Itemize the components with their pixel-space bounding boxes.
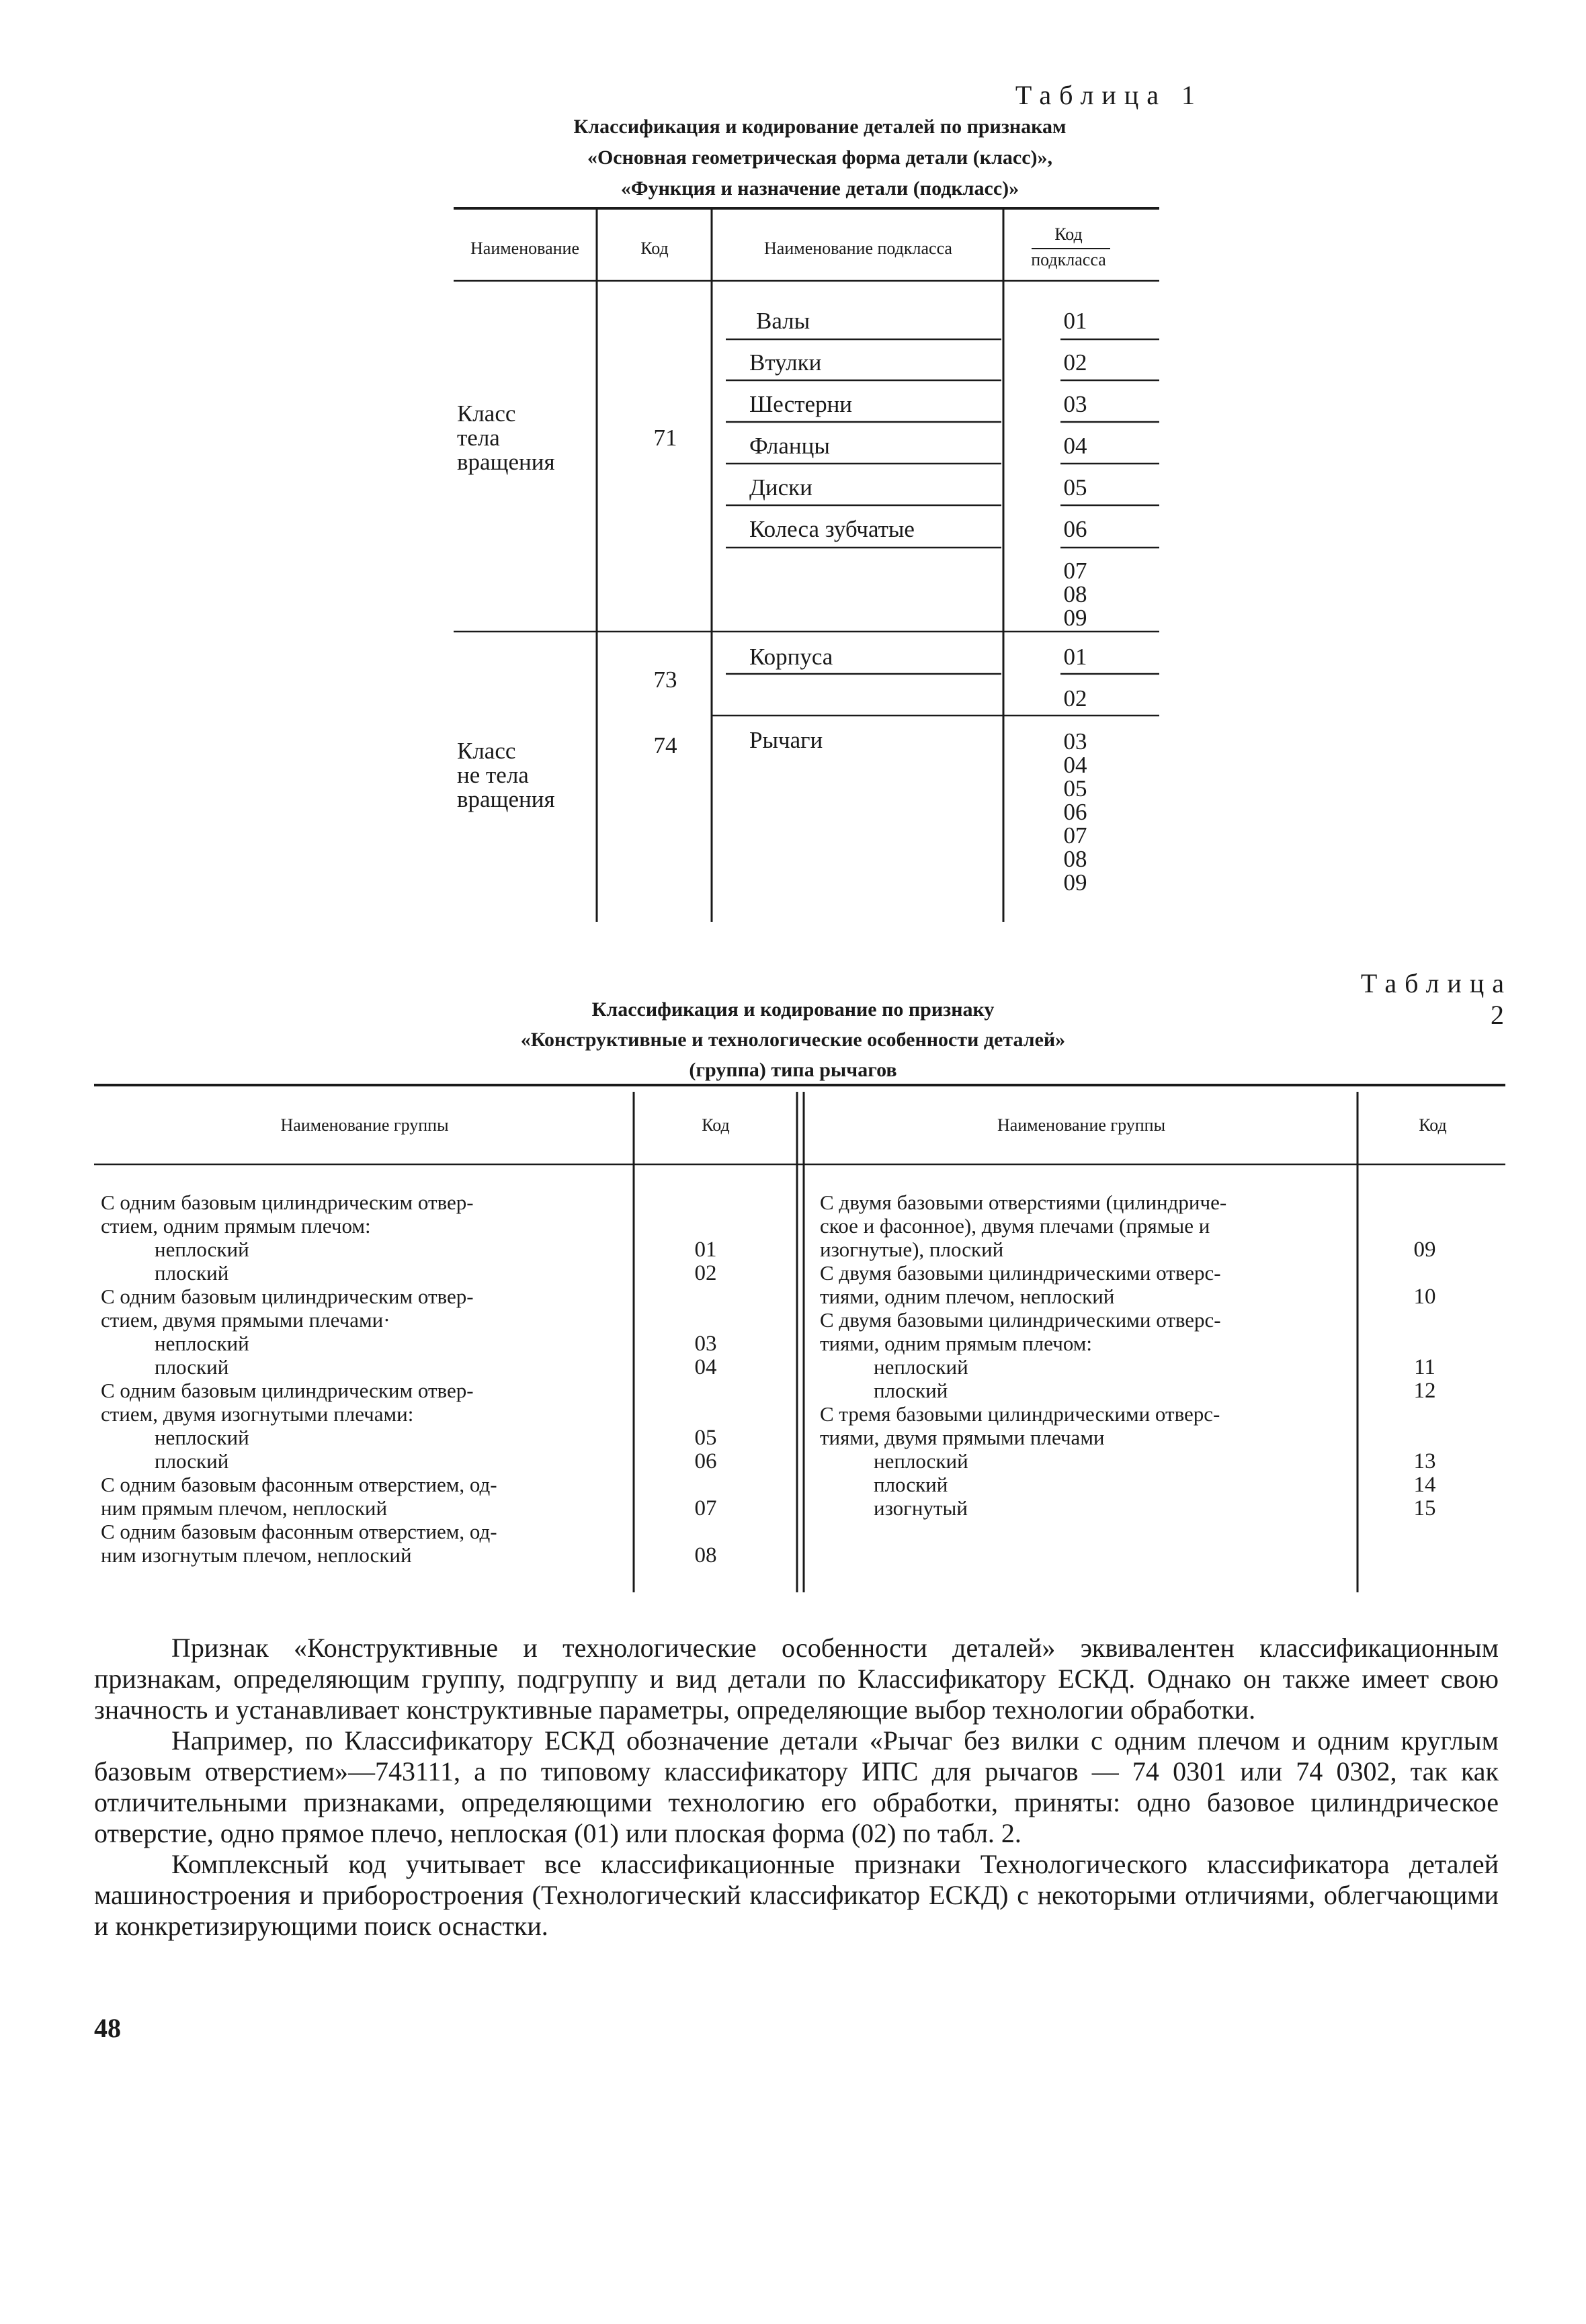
subclass-name: Фланцы bbox=[749, 433, 830, 459]
table1-title-line: «Функция и назначение детали (подкласс)» bbox=[620, 177, 1019, 200]
group-code: 03 bbox=[694, 1332, 717, 1356]
group-line: стием, двумя прямыми плечами· bbox=[101, 1308, 390, 1332]
group-code: 10 bbox=[1413, 1285, 1436, 1309]
group-line: неплоский bbox=[874, 1355, 968, 1379]
subclass-code: 01 bbox=[1063, 308, 1087, 334]
group-line: плоский bbox=[155, 1449, 229, 1473]
subclass-code: 09 bbox=[1063, 605, 1087, 631]
group-line: С одним базовым цилиндрическим отвер- bbox=[101, 1285, 474, 1308]
group-line: тиями, одним плечом, неплоский bbox=[820, 1285, 1115, 1308]
class-label-line: тела bbox=[457, 425, 500, 451]
group-line: ское и фасонное), двумя плечами (прямые и bbox=[820, 1214, 1210, 1238]
subclass-code: 04 bbox=[1063, 752, 1087, 778]
subclass-code: 08 bbox=[1063, 846, 1087, 872]
group-line: С двумя базовыми цилиндрическими отверс- bbox=[820, 1308, 1221, 1332]
table2-header-group: Наименование группы bbox=[280, 1115, 449, 1135]
class-label-line: Класс bbox=[457, 738, 516, 764]
group-code: 04 bbox=[694, 1355, 717, 1379]
paragraph: Признак «Конструктивные и технологические особенности деталей» эквивалентен классификационным признакам, определяющим группу, подгруппу и вид детали по Классификатору ЕСКД. Однако он также имеет свою значность и устанавливает конструктивные параметры, определяющие выбор технологии обработки. bbox=[94, 1633, 1499, 1725]
group-line: ним прямым плечом, неплоский bbox=[101, 1496, 388, 1520]
group-code: 15 bbox=[1413, 1496, 1436, 1520]
subclass-code: 02 bbox=[1063, 349, 1087, 376]
subclass-code: 07 bbox=[1063, 822, 1087, 849]
subclass-code: 02 bbox=[1063, 685, 1087, 712]
group-code: 08 bbox=[694, 1543, 717, 1567]
subclass-name: Втулки bbox=[749, 349, 822, 376]
table2-title-line: Классификация и кодирование по признаку bbox=[591, 998, 995, 1021]
table1-header-subclass-code: подкласса bbox=[1031, 250, 1106, 269]
group-line: С одним базовым цилиндрическим отвер- bbox=[101, 1191, 474, 1214]
group-line: С двумя базовыми отверстиями (цилиндриче- bbox=[820, 1191, 1227, 1214]
table1-header-subclass-name: Наименование подкласса bbox=[764, 239, 952, 258]
group-line: С одним базовым фасонным отверстием, од- bbox=[101, 1473, 497, 1496]
class-label-line: вращения bbox=[457, 786, 555, 812]
table2-left-groups bbox=[101, 1191, 628, 1567]
table2-header-code-right: Код bbox=[1419, 1115, 1447, 1135]
subclass-code: 09 bbox=[1063, 869, 1087, 896]
table2-header-code: Код bbox=[702, 1115, 730, 1135]
class-label-line: не тела bbox=[457, 762, 529, 788]
group-line: плоский bbox=[874, 1379, 948, 1402]
group-line: тиями, двумя прямыми плечами bbox=[820, 1426, 1105, 1449]
table2-header-group-right: Наименование группы bbox=[997, 1115, 1166, 1135]
subclass-code: 06 bbox=[1063, 516, 1087, 542]
subclass-name: Диски bbox=[749, 474, 812, 501]
group-line: С двумя базовыми цилиндрическими отверс- bbox=[820, 1261, 1221, 1285]
table1-header-name: Наименование bbox=[470, 239, 579, 258]
class-label-line: вращения bbox=[457, 449, 555, 475]
group-line: С одним базовым цилиндрическим отвер- bbox=[101, 1379, 474, 1402]
subclass-name: Колеса зубчатые bbox=[749, 516, 915, 542]
group-code: 11 bbox=[1414, 1355, 1435, 1379]
subclass-code: 03 bbox=[1063, 728, 1087, 755]
table1-label: Таблица 1 bbox=[1015, 80, 1203, 110]
subclass-code: 04 bbox=[1063, 433, 1087, 459]
class-code: 73 bbox=[653, 666, 677, 693]
subclass-code: 07 bbox=[1063, 558, 1087, 584]
group-line: изогнутые), плоский bbox=[820, 1238, 1004, 1261]
subclass-code: 01 bbox=[1063, 644, 1087, 670]
paragraph: Комплексный код учитывает все классификационные признаки Технологического классификатора деталей машиностроения и приборостроения (Технологический классификатор ЕСКД) с некоторыми отличиями, облегчающими и конкретизирующими поиск оснастки. bbox=[94, 1849, 1499, 1941]
table2-title bbox=[403, 994, 1183, 1085]
group-line: С одним базовым фасонным отверстием, од- bbox=[101, 1520, 497, 1543]
group-line: плоский bbox=[874, 1473, 948, 1496]
group-line: неплоский bbox=[874, 1449, 968, 1473]
group-code: 06 bbox=[694, 1449, 717, 1473]
group-line: стием, одним прямым плечом: bbox=[101, 1214, 371, 1238]
table1-title-line: Классификация и кодирование деталей по признакам bbox=[573, 116, 1067, 138]
class-nonrotation-label bbox=[457, 739, 555, 812]
subclass-name: Корпуса bbox=[749, 644, 833, 670]
subclass-code: 05 bbox=[1063, 775, 1087, 802]
subclass-name: Шестерни bbox=[749, 391, 853, 417]
group-line: плоский bbox=[155, 1261, 229, 1285]
group-line: неплоский bbox=[155, 1426, 249, 1449]
table1-header-code: Код bbox=[640, 239, 669, 258]
table2-title-line: (группа) типа рычагов bbox=[689, 1059, 897, 1081]
group-line: тиями, одним прямым плечом: bbox=[820, 1332, 1092, 1355]
table2-title-line: «Конструктивные и технологические особенности деталей» bbox=[520, 1029, 1066, 1051]
class-label-line: Класс bbox=[457, 400, 516, 427]
paragraph: Например, по Классификатору ЕСКД обозначение детали «Рычаг без вилки с одним плечом и одним круглым базовым отверстием»—743111, а по типовому классификатору ИПС для рычагов — 74 0301 или 74 0302, так как отличительными признаками, определяющими технологию его обработки, приняты: одно базовое цилиндрическое отверстие, одно прямое плечо, неплоская (01) или плоская форма (02) по табл. 2. bbox=[94, 1725, 1499, 1848]
class-rotation-label bbox=[457, 402, 555, 474]
table1-title-line: «Основная геометрическая форма детали (класс)», bbox=[587, 146, 1053, 169]
class-code: 74 bbox=[653, 732, 677, 759]
group-line: плоский bbox=[155, 1355, 229, 1379]
group-line: изогнутый bbox=[874, 1496, 968, 1520]
group-code: 07 bbox=[694, 1496, 717, 1520]
subclass-code: 05 bbox=[1063, 474, 1087, 501]
table1-header-subclass-code: Код bbox=[1054, 224, 1083, 244]
group-line: неплоский bbox=[155, 1238, 249, 1261]
group-code: 14 bbox=[1413, 1473, 1436, 1497]
group-code: 12 bbox=[1413, 1379, 1436, 1403]
table2-right-groups bbox=[820, 1191, 1351, 1520]
page-number: 48 bbox=[94, 2013, 121, 2043]
group-code: 01 bbox=[694, 1238, 717, 1262]
group-line: стием, двумя изогнутыми плечами: bbox=[101, 1402, 414, 1426]
class-code: 71 bbox=[653, 425, 677, 451]
group-line: ним изогнутым плечом, неплоский bbox=[101, 1543, 412, 1567]
subclass-code: 03 bbox=[1063, 391, 1087, 417]
group-code: 09 bbox=[1413, 1238, 1436, 1262]
group-line: С тремя базовыми цилиндрическими отверс- bbox=[820, 1402, 1220, 1426]
subclass-code: 06 bbox=[1063, 799, 1087, 825]
subclass-code: 08 bbox=[1063, 581, 1087, 607]
group-code: 05 bbox=[694, 1426, 717, 1450]
table2-label: Таблица 2 bbox=[1360, 968, 1512, 1030]
group-code: 02 bbox=[694, 1261, 717, 1285]
group-line: неплоский bbox=[155, 1332, 249, 1355]
subclass-name: Валы bbox=[756, 308, 810, 334]
group-code: 13 bbox=[1413, 1449, 1436, 1473]
body-text bbox=[94, 1633, 1499, 1942]
subclass-name: Рычаги bbox=[749, 727, 823, 753]
